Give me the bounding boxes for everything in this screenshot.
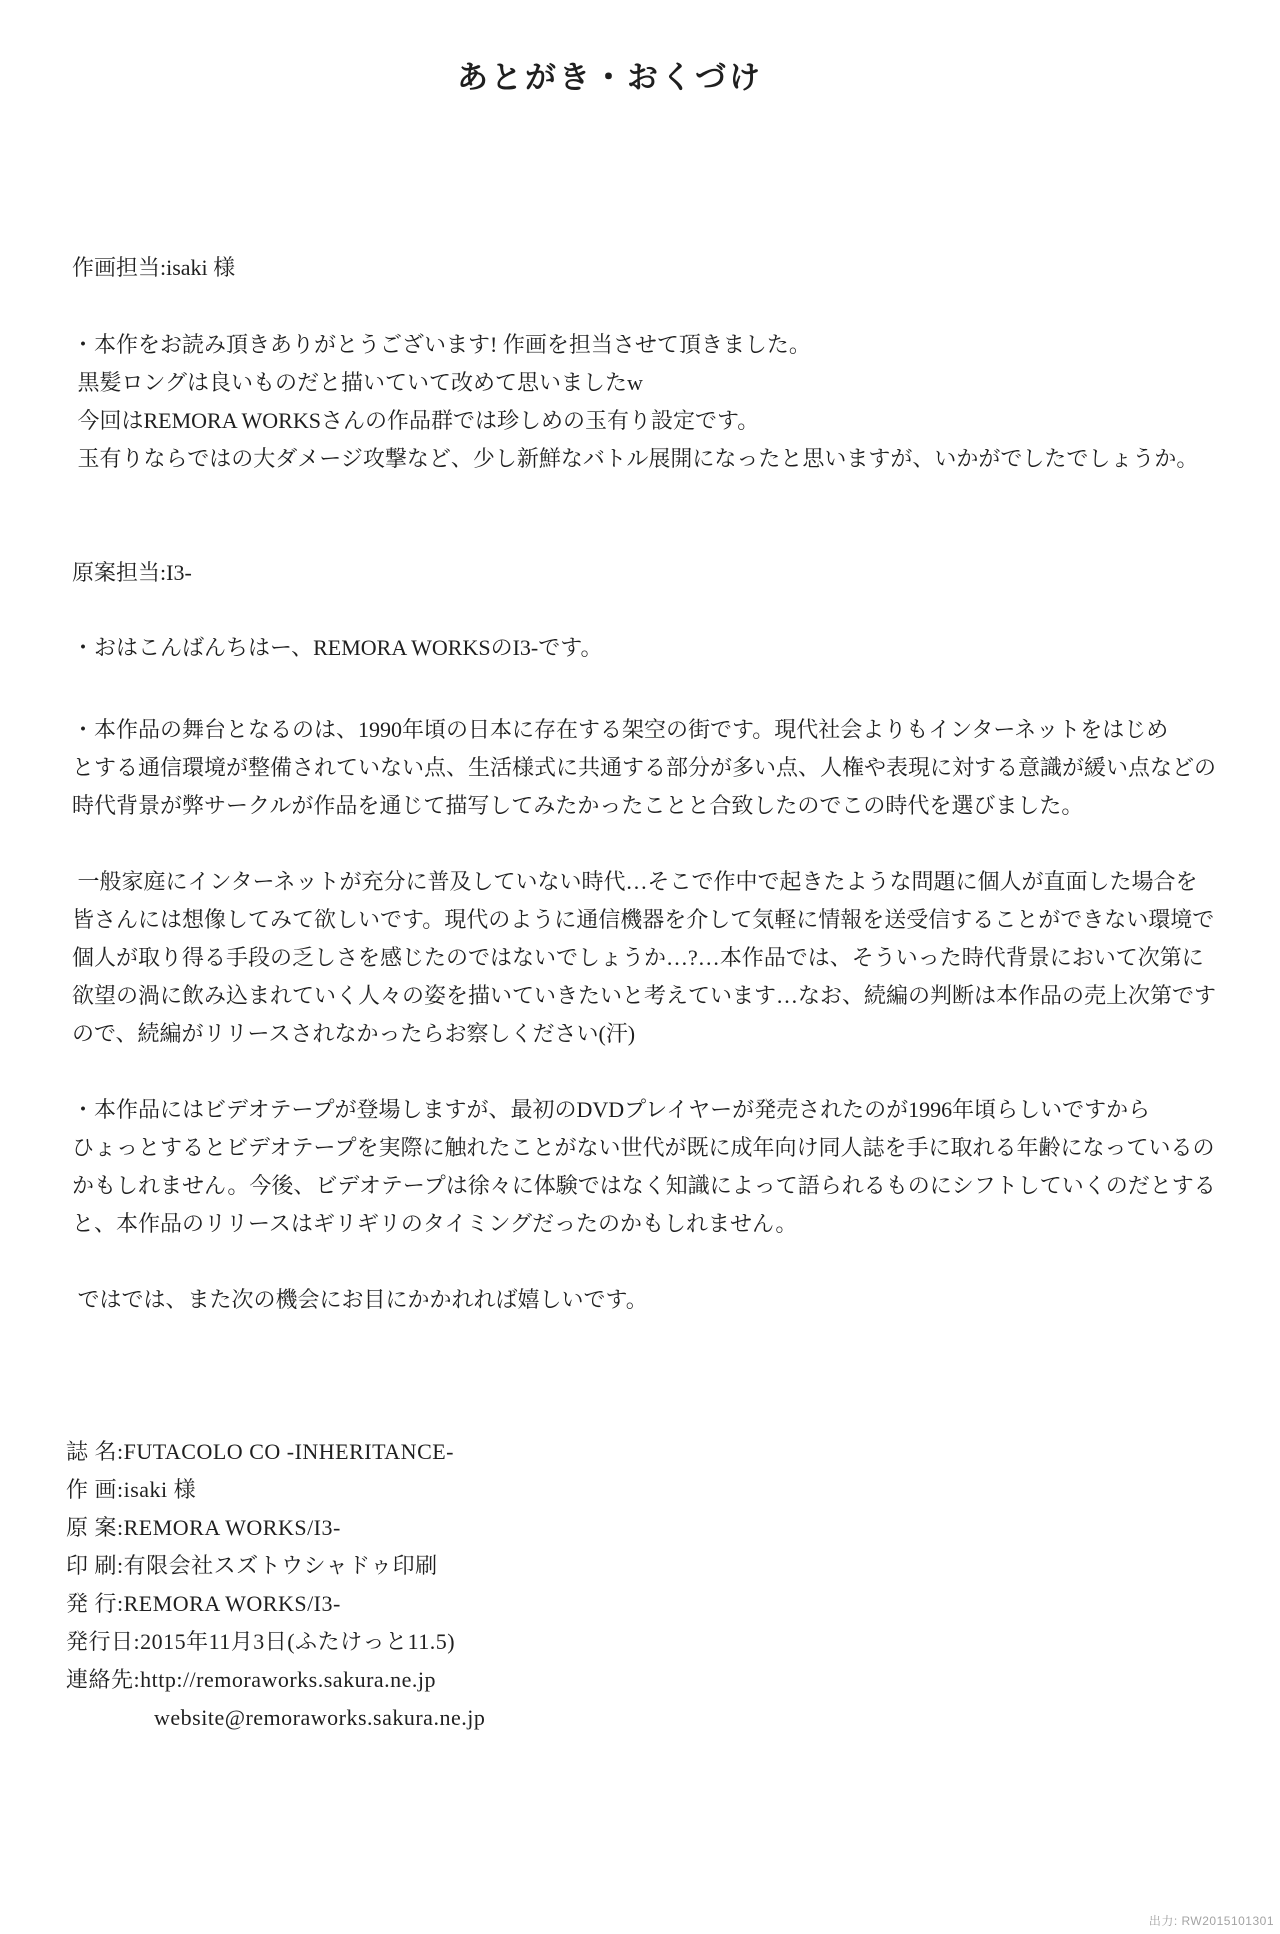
closing-block [72,1281,648,1319]
colophon [66,1433,485,1737]
writer-greeting-line: ・おはこんばんちはー、REMORA WORKSのI3-です。 [72,635,603,660]
setting-paragraph [72,711,1216,825]
colophon-date-line: 発行日:2015年11月3日(ふたけっと11.5) [66,1629,456,1654]
closing-line: ではでは、また次の機会にお目にかかれれば嬉しいです。 [72,1287,648,1312]
colophon-publisher-line: 発 行:REMORA WORKS/I3- [66,1591,341,1616]
videotape-paragraph [72,1091,1216,1243]
era-line: 一般家庭にインターネットが充分に普及していない時代…そこで作中で起きたような問題に個人が直面した場合を [72,869,1198,894]
colophon-email-line: website@remoraworks.sakura.ne.jp [154,1705,486,1730]
colophon-original-line: 原 案:REMORA WORKS/I3- [66,1515,341,1540]
era-line: 皆さんには想像してみて欲しいです。現代のように通信機器を介して気軽に情報を送受信することができない環境で [72,907,1215,932]
artist-credit-heading-block [72,249,235,287]
colophon-website-line: 連絡先:http://remoraworks.sakura.ne.jp [66,1667,437,1692]
setting-line: ・本作品の舞台となるのは、1990年頃の日本に存在する架空の街です。現代社会よりもインターネットをはじめ [72,717,1169,742]
era-line: 欲望の渦に飲み込まれていく人々の姿を描いていきたいと考えています…なお、続編の判断は本作品の売上次第です [72,983,1217,1008]
output-code: 出力: RW2015101301 [1148,1914,1274,1928]
artist-comment-line: ・本作をお読み頂きありがとうございます! 作画を担当させて頂きました。 [72,332,811,357]
writer-greeting-block [72,629,602,667]
era-paragraph [72,863,1216,1053]
videotape-line: ひょっとするとビデオテープを実際に触れたことがない世代が既に成年向け同人誌を手に取れる年齢になっているの [72,1135,1215,1160]
artist-comment-paragraph [72,326,1198,478]
setting-line: 時代背景が弊サークルが作品を通じて描写してみたかったことと合致したのでこの時代を選びました。 [72,793,1084,818]
writer-credit-heading-block [72,554,192,592]
era-line: 個人が取り得る手段の乏しさを感じたのではないでしょうか…?…本作品では、そういった時代背景において次第に [72,945,1204,970]
videotape-line: ・本作品にはビデオテープが登場しますが、最初のDVDプレイヤーが発売されたのが1996年頃らしいですから [72,1097,1151,1122]
colophon-printer-line: 印 刷:有限会社スズトウシャドゥ印刷 [66,1553,438,1578]
artist-credit-heading: 作画担当:isaki 様 [72,255,236,280]
artist-comment-line: 今回はREMORA WORKSさんの作品群では珍しめの玉有り設定です。 [72,408,760,433]
artist-comment-line: 黒髪ロングは良いものだと描いていて改めて思いましたw [72,370,643,395]
videotape-line: と、本作品のリリースはギリギリのタイミングだったのかもしれません。 [72,1211,798,1236]
writer-credit-heading: 原案担当:I3- [72,560,192,585]
colophon-artist-line: 作 画:isaki 様 [66,1477,197,1502]
setting-line: とする通信環境が整備されていない点、生活様式に共通する部分が多い点、人権や表現に対する意識が緩い点などの [72,755,1217,780]
videotape-line: かもしれません。今後、ビデオテープは徐々に体験ではなく知識によって語られるものにシフトしていくのだとする [72,1173,1216,1198]
artist-comment-line: 玉有りならではの大ダメージ攻撃など、少し新鮮なバトル展開になったと思いますが、いかがでしたでしょうか。 [72,446,1199,471]
era-line: ので、続編がリリースされなかったらお察しください(汗) [72,1021,636,1046]
colophon-title-line: 誌 名:FUTACOLO CO -INHERITANCE- [66,1439,455,1464]
page-title: あとがき・おくづけ [457,60,763,95]
